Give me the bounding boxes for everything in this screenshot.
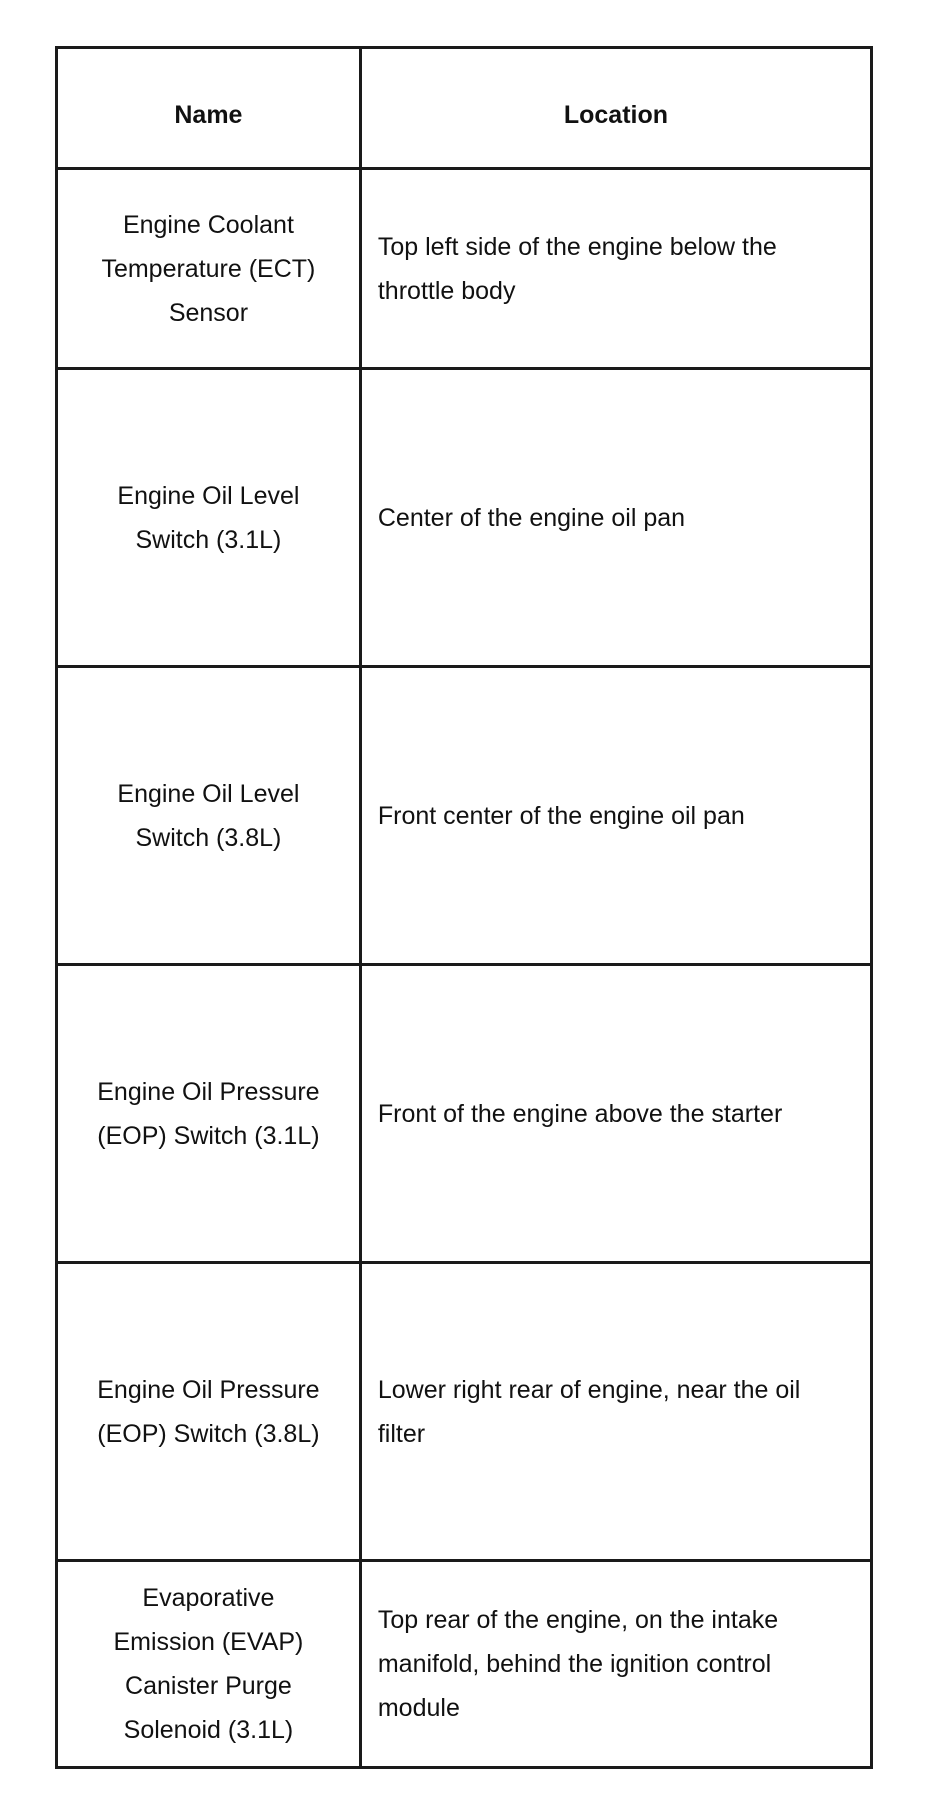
table-row bbox=[57, 965, 872, 1263]
component-name bbox=[57, 369, 361, 667]
component-name bbox=[57, 667, 361, 965]
table-row bbox=[57, 667, 872, 965]
table-row bbox=[57, 169, 872, 369]
table-row bbox=[57, 1263, 872, 1561]
component-location: Top left side of the engine below the throttle body bbox=[360, 169, 871, 369]
component-name-text: Engine Oil Level Switch (3.1L) bbox=[117, 481, 300, 554]
component-location: Front of the engine above the starter bbox=[360, 965, 871, 1263]
component-location: Lower right rear of engine, near the oil filter bbox=[360, 1263, 871, 1561]
component-location: Top rear of the engine, on the intake manifold, behind the ignition control module bbox=[360, 1561, 871, 1768]
component-name-text: Engine Oil Level Switch (3.8L) bbox=[117, 779, 300, 852]
component-name bbox=[57, 965, 361, 1263]
location-column-header: Location bbox=[360, 48, 871, 169]
component-location: Center of the engine oil pan bbox=[360, 369, 871, 667]
component-name-text: Evaporative Emission (EVAP) Canister Purge Solenoid (3.1L) bbox=[113, 1584, 304, 1744]
component-name bbox=[57, 1561, 361, 1768]
component-name-text: Engine Coolant Temperature (ECT) Sensor bbox=[101, 210, 316, 327]
component-location: Front center of the engine oil pan bbox=[360, 667, 871, 965]
component-name-text: Engine Oil Pressure (EOP) Switch (3.8L) bbox=[97, 1375, 320, 1448]
component-name-text: Engine Oil Pressure (EOP) Switch (3.1L) bbox=[97, 1077, 320, 1150]
name-column-header: Name bbox=[57, 48, 361, 169]
table-row bbox=[57, 1561, 872, 1768]
component-location-table bbox=[55, 46, 873, 1769]
component-name bbox=[57, 1263, 361, 1561]
component-name bbox=[57, 169, 361, 369]
header-row bbox=[57, 48, 872, 169]
table-row bbox=[57, 369, 872, 667]
